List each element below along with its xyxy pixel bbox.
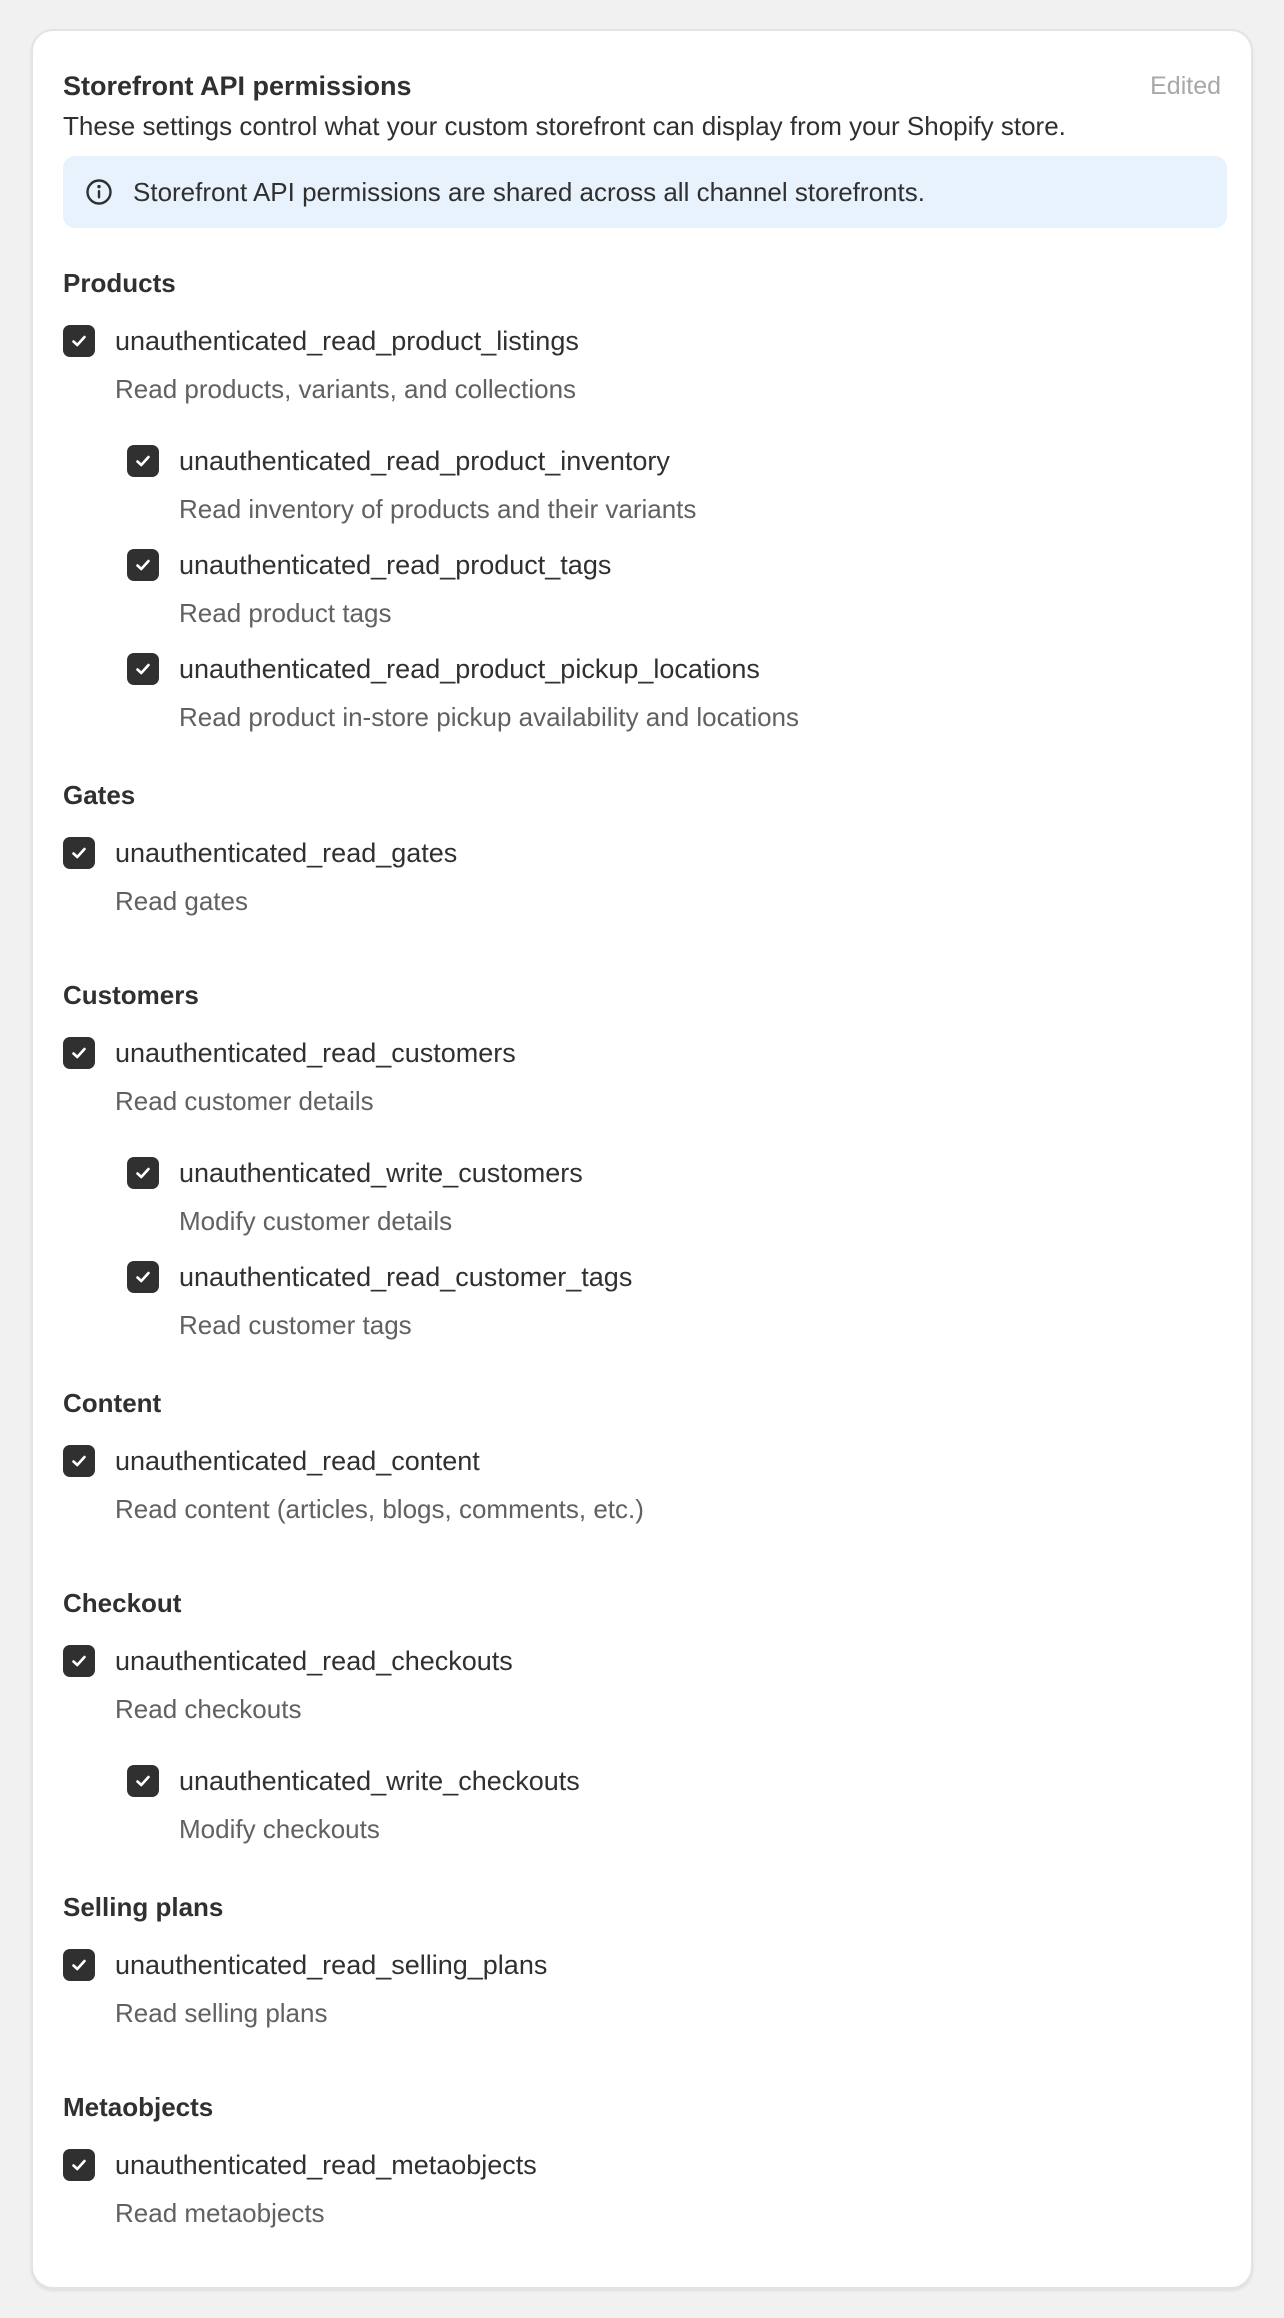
permission-name: unauthenticated_read_product_pickup_locations (179, 654, 760, 684)
checkbox[interactable] (63, 1445, 95, 1477)
section-title: Gates (63, 780, 136, 810)
card-subtitle: These settings control what your custom storefront can display from your Shopify store. (63, 111, 1066, 141)
permission-name: unauthenticated_read_gates (115, 838, 458, 868)
section-customers (63, 975, 1221, 1340)
checkmark-icon (133, 1163, 153, 1183)
checkmark-icon (69, 1955, 89, 1975)
checkmark-icon (69, 1651, 89, 1671)
permission-name: unauthenticated_write_checkouts (179, 1766, 580, 1796)
card-title: Storefront API permissions (63, 70, 412, 101)
section-title: Customers (63, 980, 199, 1010)
storefront-permissions-card (31, 29, 1253, 2289)
section-title: Content (63, 1388, 162, 1418)
permission-name: unauthenticated_read_metaobjects (115, 2150, 537, 2180)
banner-text: Storefront API permissions are shared across all channel storefronts. (133, 176, 925, 207)
info-icon (85, 178, 113, 206)
info-banner (63, 156, 1227, 228)
permission-description: Read customer details (115, 1086, 374, 1116)
permission-name: unauthenticated_read_content (115, 1446, 480, 1476)
permission-description: Read content (articles, blogs, comments, etc.) (115, 1494, 644, 1524)
section-content (63, 1383, 1221, 1524)
section-selling-plans (63, 1887, 1221, 2028)
permission-name: unauthenticated_read_customers (115, 1038, 516, 1068)
section-title: Metaobjects (63, 2092, 214, 2122)
edited-status: Edited (1150, 71, 1221, 100)
checkbox[interactable] (127, 549, 159, 581)
checkbox[interactable] (63, 1949, 95, 1981)
permission-description: Read customer tags (179, 1310, 412, 1340)
section-title: Products (63, 268, 176, 298)
section-products (63, 263, 1221, 732)
section-gates (63, 775, 1221, 916)
checkmark-icon (133, 1267, 153, 1287)
checkbox[interactable] (63, 1645, 95, 1677)
permission-name: unauthenticated_write_customers (179, 1158, 583, 1188)
checkbox[interactable] (127, 653, 159, 685)
permission-name: unauthenticated_read_checkouts (115, 1646, 513, 1676)
permission-description: Read metaobjects (115, 2198, 325, 2228)
permission-description: Modify checkouts (179, 1814, 380, 1844)
permission-description: Modify customer details (179, 1206, 453, 1236)
checkmark-icon (133, 451, 153, 471)
permission-name: unauthenticated_read_product_listings (115, 326, 579, 356)
permission-description: Read checkouts (115, 1694, 302, 1724)
permission-name: unauthenticated_read_product_inventory (179, 446, 670, 476)
section-metaobjects (63, 2087, 1221, 2228)
checkmark-icon (69, 2155, 89, 2175)
checkmark-icon (69, 843, 89, 863)
checkbox[interactable] (63, 1037, 95, 1069)
section-title: Checkout (63, 1588, 182, 1618)
checkbox[interactable] (63, 325, 95, 357)
checkmark-icon (133, 659, 153, 679)
permission-description: Read gates (115, 886, 248, 916)
section-checkout (63, 1583, 1221, 1844)
permission-description: Read products, variants, and collections (115, 374, 577, 404)
permission-description: Read product tags (179, 598, 392, 628)
card-header (63, 65, 1221, 107)
checkmark-icon (69, 1451, 89, 1471)
checkmark-icon (69, 1043, 89, 1063)
permission-name: unauthenticated_read_customer_tags (179, 1262, 633, 1292)
checkbox[interactable] (127, 445, 159, 477)
permission-name: unauthenticated_read_product_tags (179, 550, 612, 580)
checkbox[interactable] (127, 1157, 159, 1189)
checkbox[interactable] (63, 2149, 95, 2181)
checkmark-icon (133, 555, 153, 575)
section-title: Selling plans (63, 1892, 224, 1922)
checkbox[interactable] (127, 1261, 159, 1293)
permission-description: Read product in-store pickup availability and locations (179, 702, 800, 732)
permission-name: unauthenticated_read_selling_plans (115, 1950, 548, 1980)
permission-description: Read inventory of products and their variants (179, 494, 697, 524)
checkbox[interactable] (127, 1765, 159, 1797)
checkmark-icon (133, 1771, 153, 1791)
permission-description: Read selling plans (115, 1998, 328, 2028)
checkmark-icon (69, 331, 89, 351)
checkbox[interactable] (63, 837, 95, 869)
